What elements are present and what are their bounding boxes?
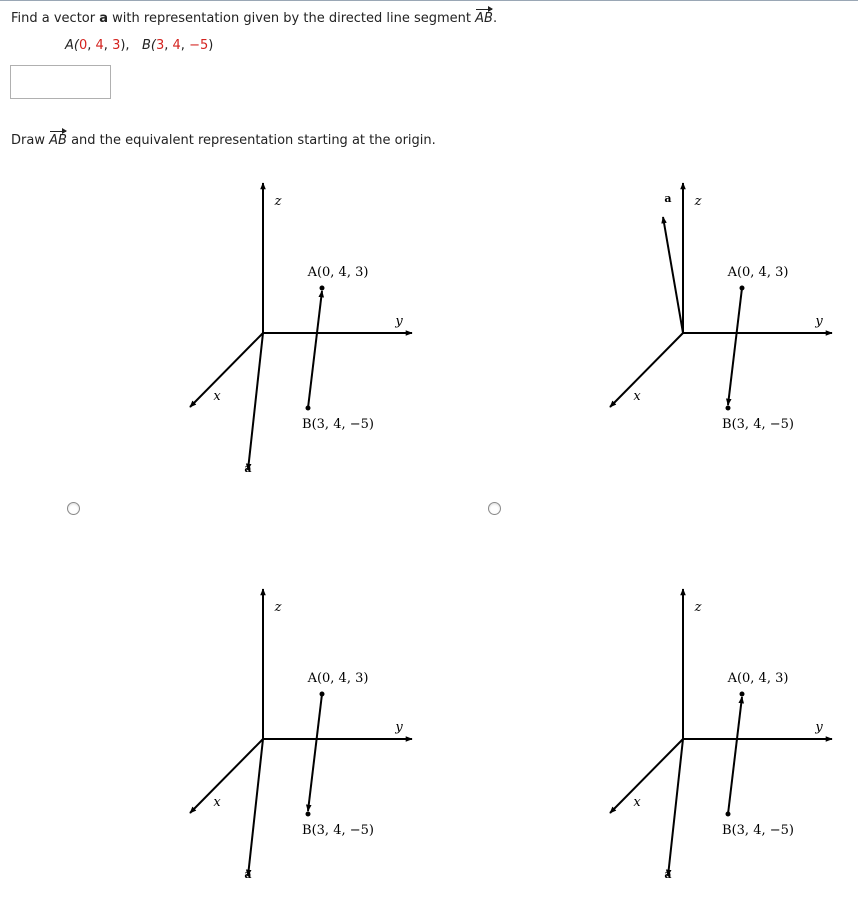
point-a-dot	[740, 286, 745, 291]
vector-a	[668, 739, 683, 876]
vector-a-label: a	[244, 868, 252, 881]
question-2-text	[11, 133, 436, 148]
top-divider	[0, 0, 858, 1]
y-axis-label: y	[395, 314, 403, 329]
point-b-z: −5	[189, 38, 209, 53]
point-b-dot	[306, 406, 311, 411]
z-axis-label: z	[274, 194, 282, 209]
y-axis-label: y	[395, 720, 403, 735]
axes-diagram	[580, 160, 858, 490]
option-1-radio[interactable]	[67, 502, 80, 515]
axes-diagram	[160, 566, 460, 896]
vector-a-label: a	[244, 462, 252, 475]
vector-a-label: a	[664, 868, 672, 881]
q1-vector-a: a	[99, 11, 109, 26]
axes-diagram	[580, 566, 858, 896]
x-axis-label: x	[633, 795, 641, 810]
point-a-label: A(0, 4, 3)	[727, 265, 789, 280]
x-axis-label: x	[633, 389, 641, 404]
point-b-dot	[726, 812, 731, 817]
point-b-close: )	[208, 38, 214, 53]
option-2-radio[interactable]	[488, 502, 501, 515]
point-a-dot	[320, 286, 325, 291]
y-axis-label: y	[815, 720, 823, 735]
z-axis-label: z	[694, 194, 702, 209]
vector-a-label: a	[664, 192, 672, 205]
point-b-y: 4	[172, 38, 181, 53]
answer-input[interactable]	[10, 65, 111, 99]
point-a-close: ),	[120, 38, 130, 53]
x-axis	[190, 739, 263, 813]
z-axis-label: z	[694, 600, 702, 615]
point-b-label: B(3, 4, −5)	[722, 823, 794, 838]
segment-ab	[308, 291, 322, 408]
point-b-label: B(3, 4, −5)	[302, 417, 374, 432]
vector-a	[248, 739, 263, 876]
x-axis	[610, 333, 683, 407]
q1-prefix: Find a vector	[11, 11, 96, 26]
point-b-dot	[726, 406, 731, 411]
point-a-y: 4	[95, 38, 104, 53]
y-axis-label: y	[815, 314, 823, 329]
point-b-x: 3	[155, 38, 165, 53]
point-a-dot	[320, 692, 325, 697]
q1-suffix: .	[492, 11, 498, 26]
x-axis	[190, 333, 263, 407]
point-b-label: B(	[141, 38, 156, 53]
point-a-z: 3	[112, 38, 121, 53]
point-a-label: A(0, 4, 3)	[307, 671, 369, 686]
point-b-label: B(3, 4, −5)	[302, 823, 374, 838]
point-a-label: A(0, 4, 3)	[307, 265, 369, 280]
vector-a	[248, 333, 263, 470]
q2-suffix: and the equivalent representation starting at the origin.	[71, 133, 436, 148]
point-a-x: 0	[78, 38, 88, 53]
q2-vector-ab: AB	[49, 133, 67, 148]
point-a-label: A(	[65, 38, 79, 53]
point-a-label: A(0, 4, 3)	[727, 671, 789, 686]
point-a-dot	[740, 692, 745, 697]
point-b-label: B(3, 4, −5)	[722, 417, 794, 432]
x-axis	[610, 739, 683, 813]
segment-ab	[728, 288, 742, 405]
x-axis-label: x	[213, 389, 221, 404]
option-3-diagram[interactable]	[160, 566, 460, 896]
question-1-text	[11, 11, 497, 26]
q1-vector-ab: AB	[475, 11, 493, 26]
point-b-dot	[306, 812, 311, 817]
vector-a	[663, 217, 683, 333]
q1-middle: with representation given by the directed line segment	[112, 11, 471, 26]
points-line: A(0, 4, 3), B(3, 4, −5)	[65, 38, 214, 53]
option-1-diagram[interactable]	[160, 160, 460, 490]
option-4-diagram[interactable]	[580, 566, 858, 896]
q2-prefix: Draw	[11, 133, 45, 148]
axes-diagram	[160, 160, 460, 490]
segment-ab	[728, 697, 742, 814]
z-axis-label: z	[274, 600, 282, 615]
segment-ab	[308, 694, 322, 811]
x-axis-label: x	[213, 795, 221, 810]
option-2-diagram[interactable]	[580, 160, 858, 490]
